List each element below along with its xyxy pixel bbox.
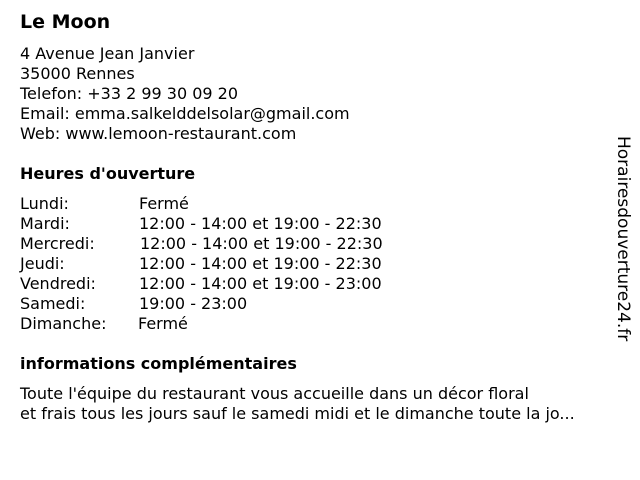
phone-number[interactable]: Telefon: +33 2 99 30 09 20	[20, 84, 239, 103]
hours-value: 12:00 - 14:00 et 19:00 - 22:30	[139, 214, 382, 233]
hours-value: 19:00 - 23:00	[139, 294, 248, 313]
day-label: Vendredi:	[20, 274, 96, 293]
hours-value: Fermé	[138, 314, 188, 333]
site-watermark	[612, 134, 634, 344]
additional-info-line-1: Toute l'équipe du restaurant vous accueille dans un décor floral	[20, 384, 529, 403]
opening-hours-heading: Heures d'ouverture	[20, 164, 196, 183]
email-address[interactable]: Email: emma.salkelddelsolar@gmail.com	[20, 104, 350, 123]
site-watermark-text: Horairesdouverture24.fr	[613, 136, 633, 342]
hours-value: Fermé	[139, 194, 189, 213]
additional-info-line-2: et frais tous les jours sauf le samedi midi et le dimanche toute la jo...	[20, 404, 575, 423]
hours-value: 12:00 - 14:00 et 19:00 - 22:30	[140, 234, 383, 253]
day-label: Mardi:	[20, 214, 70, 233]
additional-info-heading: informations complémentaires	[20, 354, 297, 373]
business-name: Le Moon	[20, 11, 111, 33]
address-city: 35000 Rennes	[20, 64, 135, 83]
day-label: Dimanche:	[20, 314, 107, 333]
website-link[interactable]: Web: www.lemoon-restaurant.com	[20, 124, 297, 143]
hours-value: 12:00 - 14:00 et 19:00 - 22:30	[139, 254, 382, 273]
day-label: Lundi:	[20, 194, 69, 213]
hours-value: 12:00 - 14:00 et 19:00 - 23:00	[139, 274, 382, 293]
address-street: 4 Avenue Jean Janvier	[20, 44, 195, 63]
day-label: Samedi:	[20, 294, 86, 313]
day-label: Mercredi:	[20, 234, 95, 253]
day-label: Jeudi:	[20, 254, 65, 273]
